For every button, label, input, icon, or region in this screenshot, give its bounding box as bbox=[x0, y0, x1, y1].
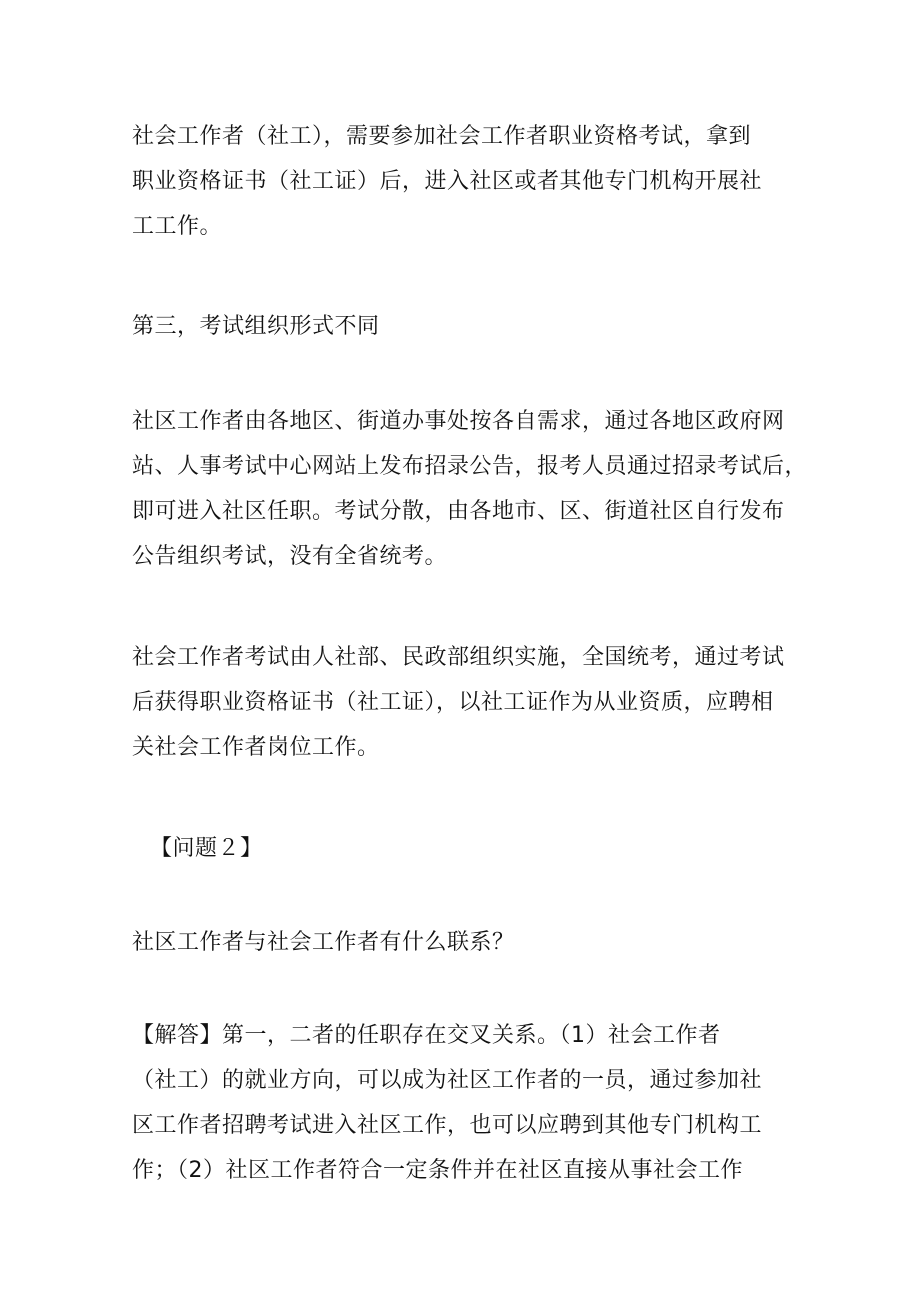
text-line: 即可进入社区任职。考试分散，由各地市、区、街道社区自行发布 bbox=[132, 499, 785, 524]
question-text bbox=[132, 920, 802, 965]
text-line: 职业资格证书（社工证）后，进入社区或者其他专门机构开展社 bbox=[132, 169, 763, 194]
answer-paragraph bbox=[132, 1013, 802, 1193]
text-line: 社区工作者与社会工作者有什么联系？ bbox=[132, 930, 515, 955]
text-line: 作；（2）社区工作者符合一定条件并在社区直接从事社会工作 bbox=[132, 1158, 743, 1183]
text-line: 站、人事考试中心网站上发布招录公告，报考人员通过招录考试后， bbox=[132, 454, 808, 479]
paragraph-social-worker-certificate bbox=[132, 114, 802, 249]
text-line: 工工作。 bbox=[132, 214, 223, 239]
text-line: 区工作者招聘考试进入社区工作，也可以应聘到其他专门机构工 bbox=[132, 1113, 763, 1138]
question-label bbox=[150, 826, 820, 871]
text-line: 第三，考试组织形式不同 bbox=[132, 314, 380, 339]
text-line: 【解答】第一，二者的任职存在交叉关系。（1）社会工作者 bbox=[132, 1023, 721, 1048]
text-line: 公告组织考试，没有全省统考。 bbox=[132, 544, 448, 569]
text-line: 【问题２】 bbox=[150, 836, 263, 861]
paragraph-social-worker-exam bbox=[132, 635, 802, 770]
section-heading-exam-format bbox=[132, 304, 802, 349]
text-line: （社工）的就业方向，可以成为社区工作者的一员，通过参加社 bbox=[132, 1068, 763, 1093]
text-line: 社区工作者由各地区、街道办事处按各自需求，通过各地区政府网 bbox=[132, 409, 785, 434]
text-line: 后获得职业资格证书（社工证），以社工证作为从业资质，应聘相 bbox=[132, 690, 774, 715]
text-line: 社会工作者考试由人社部、民政部组织实施，全国统考，通过考试 bbox=[132, 645, 785, 670]
paragraph-community-worker-exam bbox=[132, 399, 808, 579]
text-line: 社会工作者（社工），需要参加社会工作者职业资格考试，拿到 bbox=[132, 124, 752, 149]
text-line: 关社会工作者岗位工作。 bbox=[132, 735, 380, 760]
